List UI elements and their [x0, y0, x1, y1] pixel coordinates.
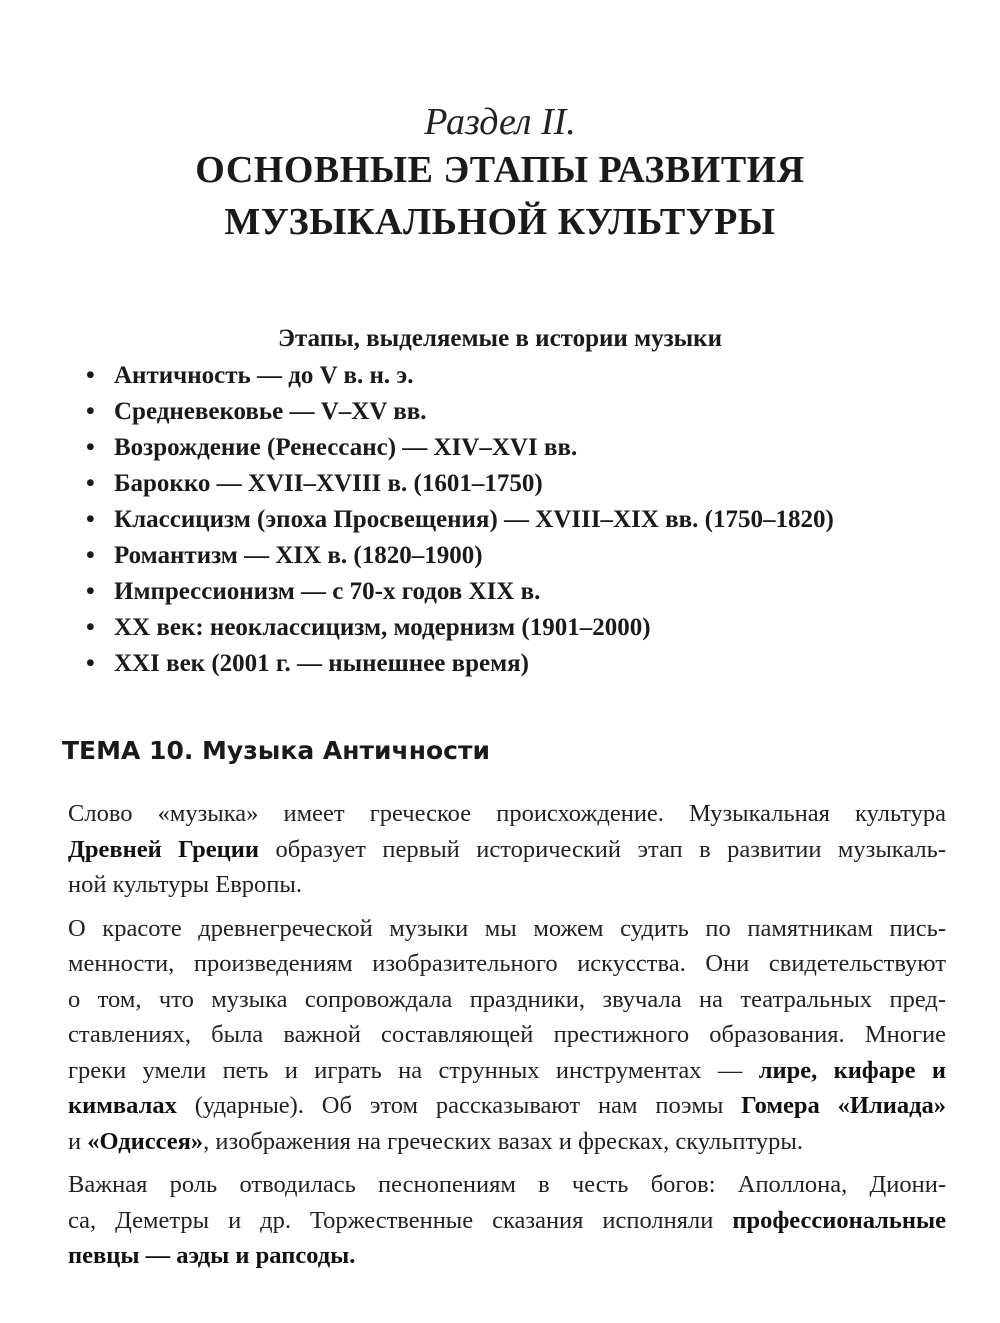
- text-line: О красоте древнегреческой музыки мы можем судить по памятникам пись-: [68, 914, 946, 942]
- list-item: • Классицизм (эпоха Просвещения) — XVIII–XIX вв. (1750–1820): [86, 502, 834, 538]
- stages-list: [86, 358, 834, 682]
- list-item: • Импрессионизм — с 70-х годов XIX в.: [86, 574, 834, 610]
- text-line: о том, что музыка сопровождала праздники, звучала на театральных пред-: [68, 985, 946, 1013]
- list-item: • Возрождение (Ренессанс) — XIV–XVI вв.: [86, 430, 834, 466]
- text-line: менности, произведениям изобразительного искусства. Они свидетельствуют: [68, 950, 946, 977]
- bullet-icon: •: [86, 542, 95, 569]
- text-line: кимвалах (ударные). Об этом рассказывают нам поэмы Гомера «Илиада»: [68, 1092, 946, 1119]
- text-line: ной культуры Европы.: [68, 871, 302, 898]
- bullet-icon: •: [86, 614, 95, 641]
- text-line: са, Деметры и др. Торжественные сказания исполняли профессиональные: [68, 1206, 946, 1234]
- bullet-icon: •: [86, 650, 95, 677]
- text-line: Важная роль отводилась песнопениям в честь богов: Аполлона, Диони-: [68, 1171, 946, 1198]
- section-title: [0, 144, 1000, 248]
- section-title-line-2: МУЗЫКАЛЬНОЙ КУЛЬТУРЫ: [224, 201, 776, 243]
- list-item: • Средневековье — V–XV вв.: [86, 394, 834, 430]
- paragraph-3: [40, 1167, 946, 1274]
- text-line: певцы — аэды и рапсоды.: [68, 1242, 356, 1269]
- list-item: • XX век: неоклассицизм, модернизм (1901–2000): [86, 610, 834, 646]
- list-item: • Романтизм — XIX в. (1820–1900): [86, 538, 834, 574]
- topic-heading: ТЕМА 10. Музыка Античности: [62, 736, 490, 765]
- section-label: Раздел II.: [424, 101, 576, 143]
- list-item: • XXI век (2001 г. — нынешнее время): [86, 646, 834, 682]
- text-line: и «Одиссея», изображения на греческих вазах и фресках, скульптуры.: [68, 1127, 804, 1155]
- bullet-icon: •: [86, 470, 95, 497]
- text-line: ставлениях, была важной составляющей престижного образования. Многие: [68, 1021, 946, 1048]
- bullet-icon: •: [86, 434, 95, 461]
- paragraph-1: [40, 796, 946, 903]
- bullet-icon: •: [86, 362, 95, 389]
- list-item: • Барокко — XVII–XVIII в. (1601–1750): [86, 466, 834, 502]
- bullet-icon: •: [86, 398, 95, 425]
- text-line: Древней Греции образует первый исторический этап в развитии музыкаль-: [68, 835, 946, 863]
- text-line: Слово «музыка» имеет греческое происхождение. Музыкальная культура: [68, 800, 946, 827]
- text-line: греки умели петь и играть на струнных инструментах — лире, кифаре и: [68, 1056, 946, 1084]
- bullet-icon: •: [86, 506, 95, 533]
- body-text: [40, 796, 946, 1282]
- paragraph-2: [40, 911, 946, 1160]
- section-title-line-1: ОСНОВНЫЕ ЭТАПЫ РАЗВИТИЯ: [195, 149, 805, 191]
- bullet-icon: •: [86, 578, 95, 605]
- list-item: • Античность — до V в. н. э.: [86, 358, 834, 394]
- stages-heading: Этапы, выделяемые в истории музыки: [277, 325, 722, 352]
